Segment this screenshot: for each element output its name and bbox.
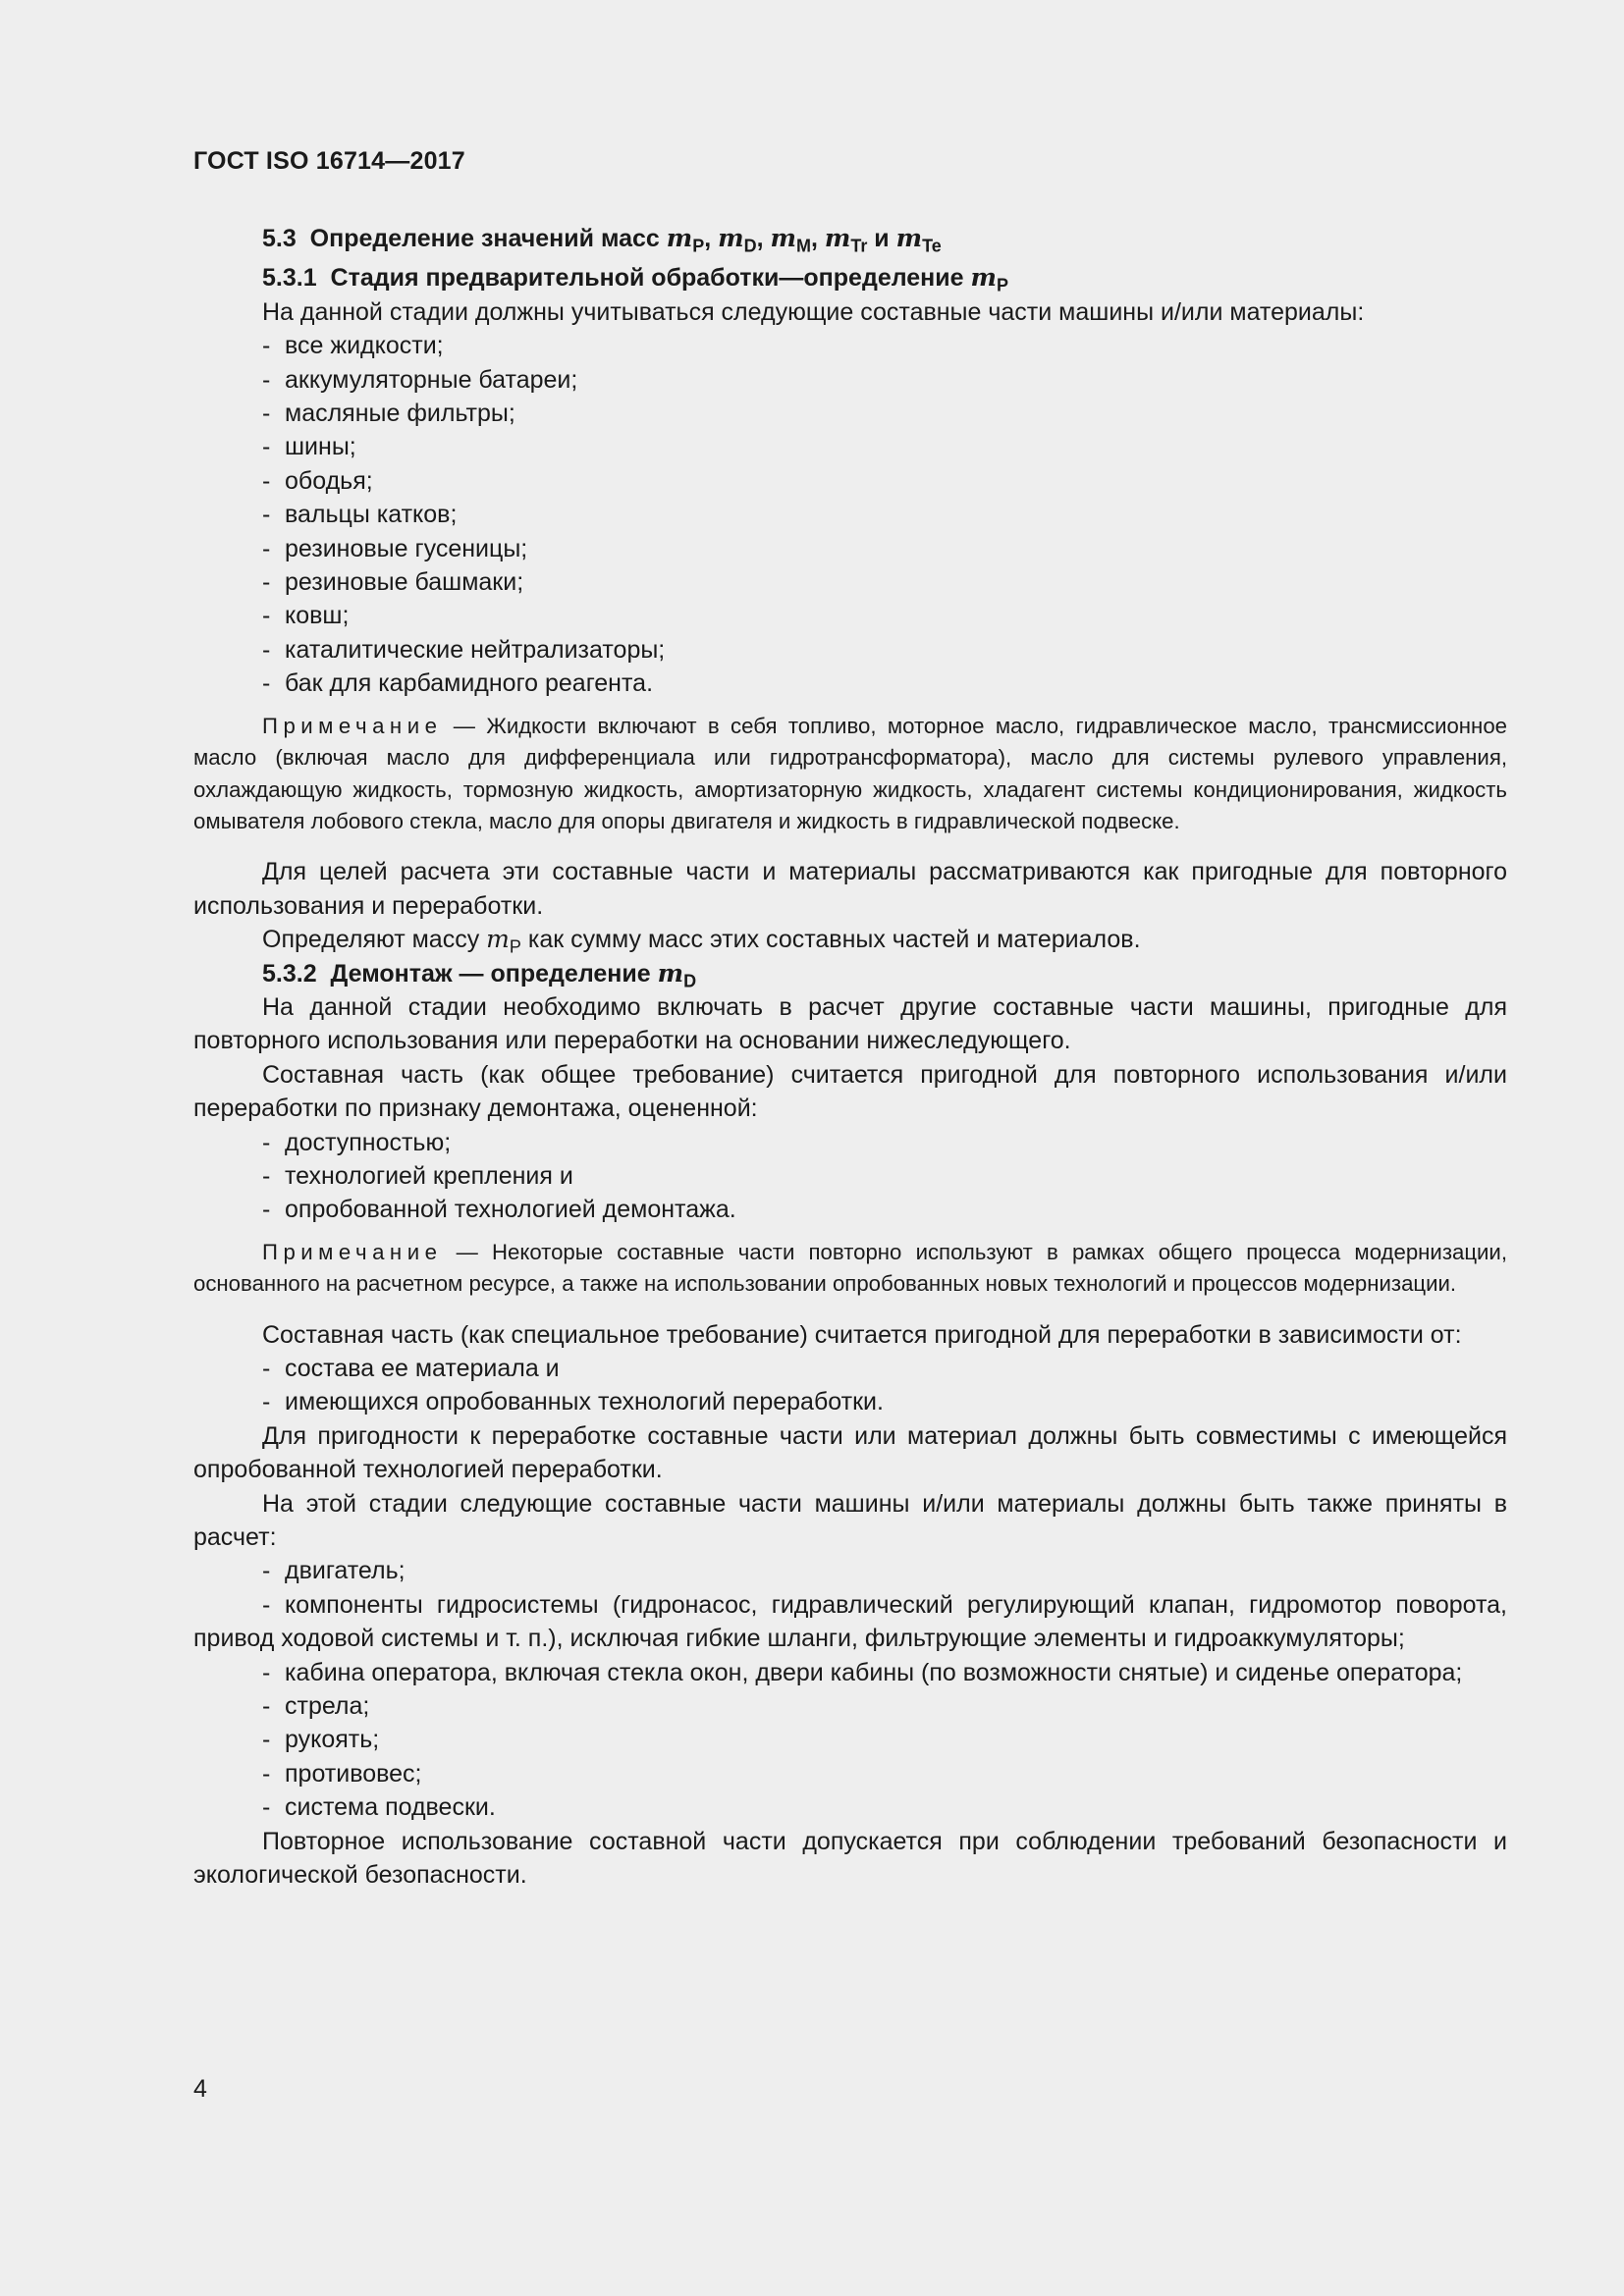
note-text: — Некоторые составные части повторно используют в рамках общего процесса модернизации, основанного на расчетном ресурсе, а также на использовании опробованных новых технологий и процессов модернизации. [193, 1239, 1507, 1297]
list-item: - доступностью; [262, 1128, 452, 1156]
list-item: - опробованной технологией демонтажа. [262, 1196, 736, 1224]
note-label: Примечание [262, 1239, 443, 1264]
paragraph: На данной стадии необходимо включать в расчет другие составные части машины, пригодные для повторного использования или переработки на основании нижеследующего. [193, 992, 1507, 1055]
note [193, 711, 1507, 838]
list-item: - рукоять; [262, 1726, 380, 1754]
section-5-3-heading: 5.3 Определение значений масс $m_P$, $m_D$, $m_M$, $m_{Tr}$ и $m_{Te}$ [262, 224, 942, 256]
document-code: ГОСТ ISO 16714—2017 [193, 147, 465, 175]
list-item: - аккумуляторные батареи; [262, 365, 578, 394]
list-item: - состава ее материала и [262, 1355, 560, 1382]
list-item: - имеющихся опробованных технологий переработки. [262, 1388, 884, 1416]
section-number: 5.3.2 [262, 959, 317, 988]
paragraph: Повторное использование составной части допускается при соблюдении требований безопасности и экологической безопасности. [193, 1827, 1507, 1890]
section-title: Демонтаж — определение [330, 959, 651, 988]
list-item: - компоненты гидросистемы (гидронасос, гидравлический регулирующий клапан, гидромотор поворота, привод ходовой системы и т. п.), исключая гибкие шланги, фильтрующие элементы и гидроаккумуляторы; [193, 1590, 1507, 1653]
list-item: - ковш; [262, 602, 350, 630]
section-number: 5.3 [262, 225, 297, 252]
list-item: - система подвески. [262, 1793, 496, 1822]
list-item: - противовес; [262, 1759, 422, 1788]
list-item: - масляные фильтры; [262, 400, 515, 428]
paragraph: Составная часть (как специальное требование) считается пригодной для переработки в зависимости от: [262, 1320, 1462, 1349]
note [193, 1237, 1507, 1301]
section-5-3-2-heading: 5.3.2 Демонтаж — определение $m_D$ [262, 958, 697, 990]
list-item: - двигатель; [262, 1557, 406, 1585]
page-number: 4 [193, 2075, 207, 2103]
list-item: - каталитические нейтрализаторы; [262, 635, 666, 664]
list-item: - резиновые башмаки; [262, 568, 524, 597]
bullet-list [193, 1352, 1507, 1419]
bullet-list [193, 329, 1507, 700]
section-number: 5.3.1 [262, 264, 317, 293]
section-5-3-1-heading: 5.3.1 Стадия предварительной обработки—определение $m_P$ [262, 263, 1008, 295]
note-label: Примечание [262, 713, 443, 738]
note-text: — Жидкости включают в себя топливо, моторное масло, гидравлическое масло, трансмиссионное масло (включая масло для дифференциала или гидротрансформатора), масло для системы рулевого управления, охлаждающую жидкость, тормозную жидкость, амортизаторную жидкость, хладагент системы кондиционирования, жидкость омывателя лобового стекла, масло для опоры двигателя и жидкость в гидравлической подвеске. [193, 713, 1507, 833]
list-item: - стрела; [262, 1692, 370, 1721]
section-title: Определение значений масс [309, 225, 660, 252]
list-item: - шины; [262, 433, 356, 461]
paragraph: На данной стадии должны учитываться следующие составные части машины и/или материалы: [262, 297, 1365, 326]
section-title: Стадия предварительной обработки—определение [330, 264, 964, 293]
list-item: - резиновые гусеницы; [262, 534, 528, 562]
list-item: - технологией крепления и [262, 1161, 573, 1190]
bullet-list [193, 1126, 1507, 1227]
list-item: - кабина оператора, включая стекла окон, двери кабины (по возможности снятые) и сиденье оператора; [262, 1658, 1463, 1686]
list-item: - все жидкости; [262, 332, 444, 360]
bullet-list [193, 1554, 1507, 1824]
page-content [193, 222, 1507, 1893]
list-item: - бак для карбамидного реагента. [262, 669, 654, 698]
list-item: - ободья; [262, 466, 373, 495]
list-item: - вальцы катков; [262, 501, 458, 529]
paragraph: На этой стадии следующие составные части машины и/или материалы должны быть также приняты в расчет: [193, 1489, 1507, 1552]
paragraph: Определяют массу $m_P$ как сумму масс этих составных частей и материалов. [262, 925, 1141, 957]
paragraph: Для пригодности к переработке составные части или материал должны быть совместимы с имеющейся опробованной технологией переработки. [193, 1421, 1507, 1484]
paragraph: Для целей расчета эти составные части и материалы рассматриваются как пригодные для повторного использования и переработки. [193, 858, 1507, 920]
paragraph: Составная часть (как общее требование) считается пригодной для повторного использования и/или переработки по признаку демонтажа, оцененной: [193, 1060, 1507, 1123]
